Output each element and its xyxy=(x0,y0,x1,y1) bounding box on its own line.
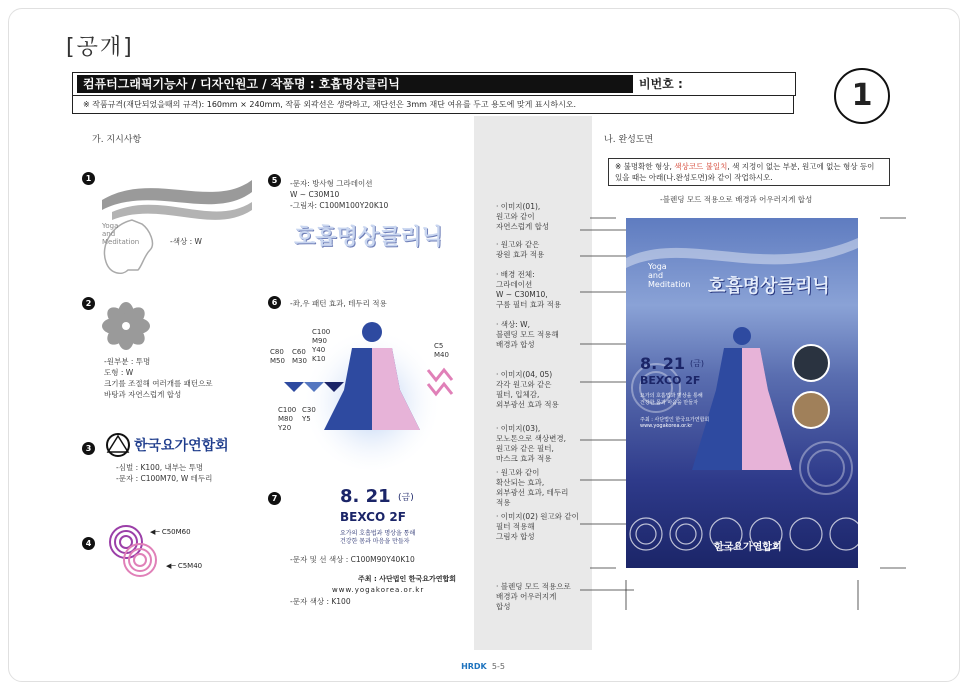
item-note-7b: -문자 색상 : K100 xyxy=(290,597,351,606)
event-day: (금) xyxy=(398,493,414,503)
footer-page: 5-5 xyxy=(491,662,505,671)
warning-red-text: 색상코드 불일치 xyxy=(674,162,728,171)
item-note-6: -좌,우 패턴 효과, 테두리 적용 xyxy=(290,299,387,308)
column-note-2: · 원고와 같은 광원 효과 적용 xyxy=(496,240,545,259)
korea-yoga-symbol-icon xyxy=(104,432,132,458)
poster-date: 8. 21 xyxy=(640,354,686,373)
poster-host: 주최 : 사단법인 한국요가연합회 xyxy=(640,417,710,423)
color-code-e: C30 Y5 xyxy=(302,406,316,423)
column-note-3: · 배경 전체: 그라데이션 W ~ C30M10, 구름 필터 효과 적용 xyxy=(496,270,562,309)
item-note-5: -문자: 방사형 그라데이션 W ~ C30M10 -그림자: C100M100Y20K10 xyxy=(290,179,389,210)
poster-logo-meditation: Meditation xyxy=(648,280,691,289)
column-note-7: · 원고와 같이 확산되는 효과, 외부광선 효과, 테두리 적용 xyxy=(496,468,569,507)
column-note-4: · 색상: W, 블렌딩 모드 적용해 배경과 합성 xyxy=(496,320,559,349)
item-note-1: -색상 : W xyxy=(170,237,202,246)
item-badge-1: 1 xyxy=(82,172,95,185)
column-note-8: · 이미지(02) 원고와 같이 필터 적용해 그림자 합성 xyxy=(496,512,579,541)
code-label: 비번호 : xyxy=(639,77,683,91)
color-code-b: C60 M30 xyxy=(292,348,307,365)
color-code-c50m60: ◀─ C50M60 xyxy=(150,528,191,536)
item-badge-2: 2 xyxy=(82,297,95,310)
color-code-d: C100 M80 Y20 xyxy=(278,406,297,432)
poster-logo-and: and xyxy=(648,271,664,280)
blend-note-top: -블렌딩 모드 적용으로 배경과 어우러지게 합성 xyxy=(660,195,813,204)
event-date: 8. 21 xyxy=(340,486,391,507)
footer-brand: HRDK xyxy=(461,662,487,671)
logo-text-and: and xyxy=(102,230,116,238)
completed-poster xyxy=(626,218,858,568)
logo-text-yoga: Yoga xyxy=(102,222,119,230)
poster-desc-2: 건강한 몸과 마음을 만들자 xyxy=(640,400,698,406)
problem-number-badge: 1 xyxy=(834,68,890,124)
event-desc-2: 건강한 몸과 마음을 만들자 xyxy=(340,538,410,545)
poster-url: www.yogakorea.or.kr xyxy=(640,423,693,429)
page-tag: [공개] xyxy=(66,35,134,60)
item-note-7a: -문자 및 선 색상 : C100M90Y40K10 xyxy=(290,555,415,564)
color-code-a: C80 M50 xyxy=(270,348,285,365)
poster-org: 한국요가연합회 xyxy=(714,542,782,553)
poster-desc-1: 요가의 호흡법과 명상을 통해 xyxy=(640,393,703,399)
event-venue: BEXCO 2F xyxy=(340,510,406,524)
instructions-heading: 가. 지시사항 xyxy=(92,135,142,145)
item-badge-5: 5 xyxy=(268,174,281,187)
event-desc-1: 요가의 호흡법과 명상을 통해 xyxy=(340,530,416,537)
korea-yoga-logo-text: 한국요가연합회 xyxy=(134,438,229,454)
poster-title: 호흡명상클리닉 xyxy=(708,276,830,297)
column-note-5: · 이미지(04, 05) 각각 원고와 같은 필터, 입체감, 외부광선 효과 적용 xyxy=(496,370,559,409)
spec-line: ※ 작품규격(재단되었을때의 규격): 160mm × 240mm, 작품 외곽선은 생략하고, 재단선은 3mm 재단 여유를 두고 용도에 맞게 표시하시오. xyxy=(72,96,794,114)
item-badge-7: 7 xyxy=(268,492,281,505)
item-badge-4: 4 xyxy=(82,537,95,550)
warning-box xyxy=(608,158,890,186)
column-note-6: · 이미지(03), 모노톤으로 색상변경, 원고와 같은 필터, 마스크 효과 적용 xyxy=(496,424,566,463)
color-code-top: C100 M90 Y40 K10 xyxy=(312,328,331,363)
event-host: 주최 : 사단법인 한국요가연합회 xyxy=(358,575,457,583)
color-label-1: C50M60 xyxy=(161,528,191,536)
color-code-c5m40: ◀─ C5M40 xyxy=(166,562,203,570)
poster-logo-yoga: Yoga xyxy=(648,262,667,271)
color-label-2: C5M40 xyxy=(177,562,203,570)
title-bar xyxy=(72,72,796,96)
poster-venue: BEXCO 2F xyxy=(640,374,701,387)
flower-pattern-shape xyxy=(100,300,152,352)
item-note-3: -심벌 : K100, 내부는 투명 -문자 : C100M70, W 테두리 xyxy=(116,463,213,483)
event-url: www.yogakorea.or.kr xyxy=(332,586,425,594)
meditation-figure-illustration xyxy=(280,300,460,470)
item-note-2: -원부분 : 투명 도형 : W 크기를 조절해 여러개를 패턴으로 바탕과 자연스럽게 합성 xyxy=(104,357,213,399)
poster-day: (금) xyxy=(690,359,704,368)
warning-prefix: ※ 불명확한 형상, xyxy=(615,162,675,171)
item-badge-3: 3 xyxy=(82,442,95,455)
column-note-9: · 블렌딩 모드 적용으로 배경과 어우러지게 합성 xyxy=(496,582,571,611)
footer xyxy=(0,662,966,671)
title-text-sample: 호흡명상클리닉 xyxy=(294,225,443,250)
color-code-right: C5 M40 xyxy=(434,342,449,359)
warning-rest: , 색 지정이 없는 부분, 원고에 없는 형상 등이 있을 때는 아래(나.완성도면)와 같이 작업하시오. xyxy=(615,162,875,182)
completed-heading: 나. 완성도면 xyxy=(604,135,654,145)
exam-title: 컴퓨터그래픽기능사 / 디자인원고 / 작품명 : 호흡명상클리닉 xyxy=(77,75,633,93)
logo-text-meditation: Meditation xyxy=(102,238,140,246)
item-badge-6: 6 xyxy=(268,296,281,309)
column-note-1: · 이미지(01), 원고와 같이 자연스럽게 합성 xyxy=(496,202,550,231)
